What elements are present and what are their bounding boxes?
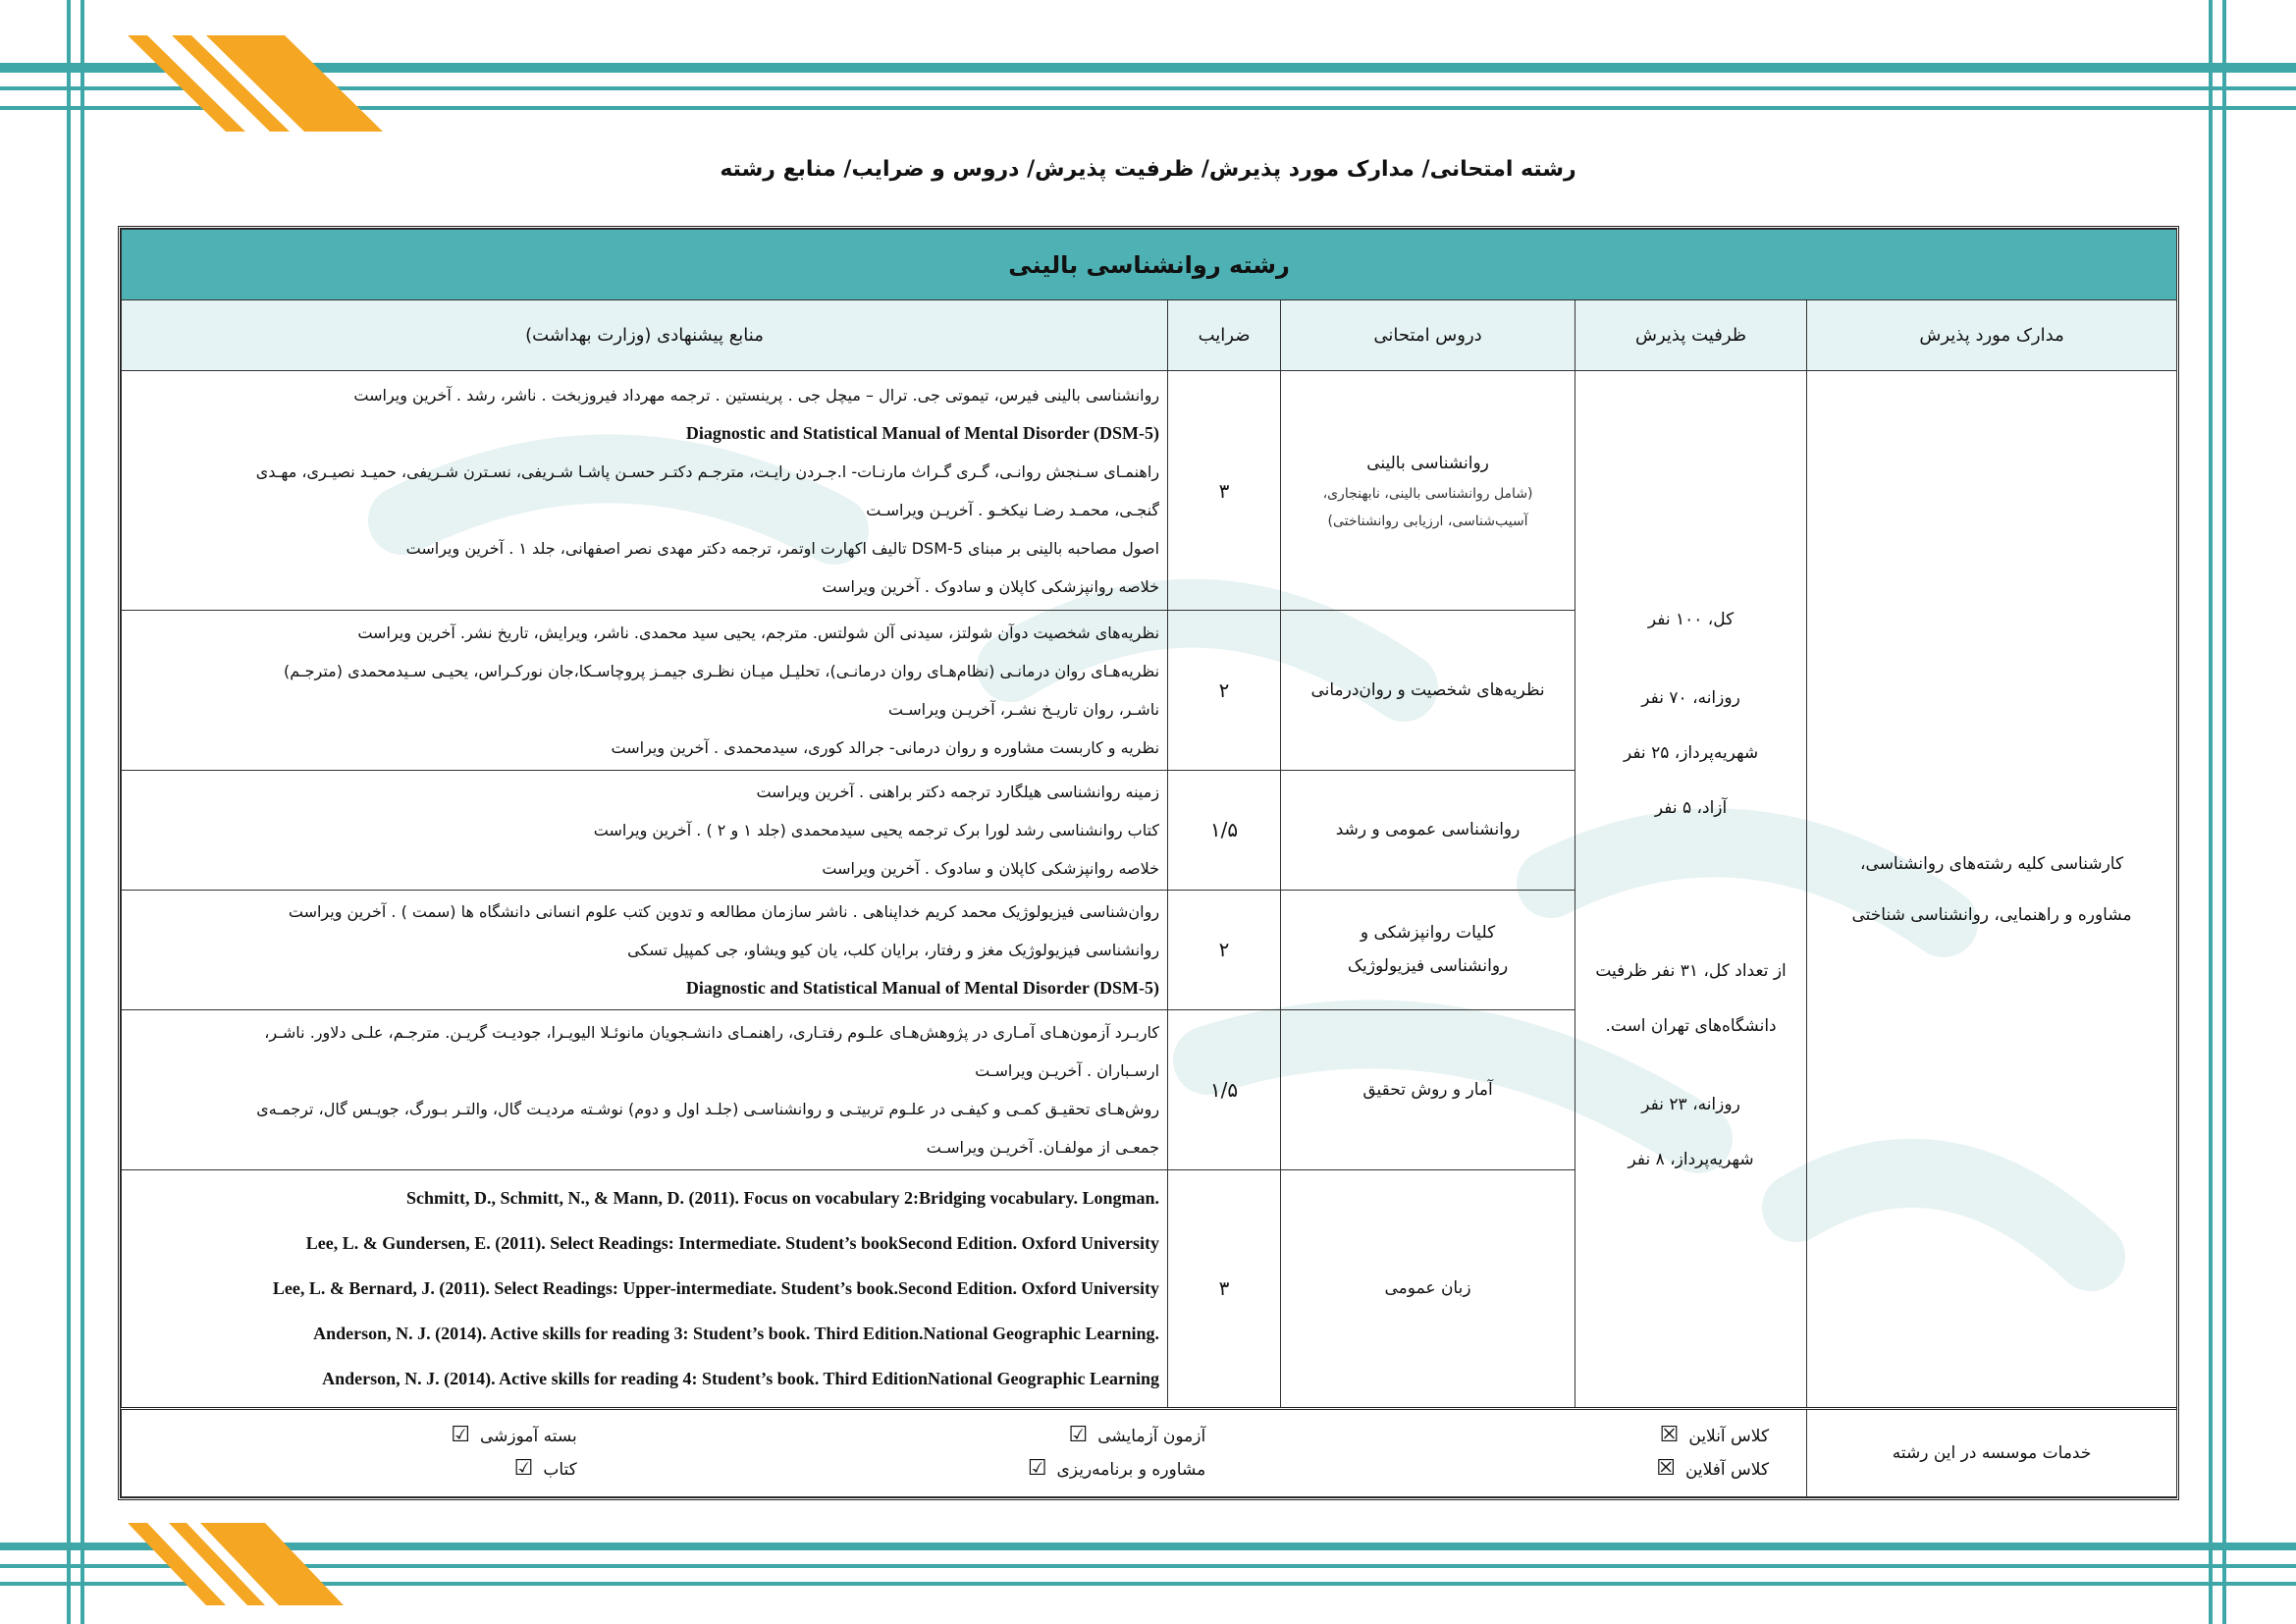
course-cell (1281, 371, 1575, 611)
sources-cell (122, 371, 1168, 611)
sources-cell (122, 1169, 1168, 1409)
service-label: کلاس آنلاین (1688, 1427, 1770, 1447)
source-item: نظریه و کاربست مشاوره و روان درمانی- جرالد کوری، سیدمحمدی . آخرین ویراست (611, 738, 1160, 758)
checked-box-icon: ☑ (1027, 1455, 1047, 1481)
service-label: کتاب (543, 1460, 577, 1481)
capacity-tehran-line-2: دانشگاه‌های تهران است. (1605, 1015, 1777, 1036)
course-name-line-2: روانشناسی فیزیولوژیک (1347, 956, 1509, 977)
capacity-daily: روزانه، ۷۰ نفر (1641, 687, 1740, 708)
capacity-total: کل، ۱۰۰ نفر (1647, 609, 1735, 629)
source-item: Lee, L. & Gundersen, E. (2011). Select Readings: Intermediate. Student’s bookSecond Edition. Oxford University (305, 1233, 1160, 1254)
capacity-free: آزاد، ۵ نفر (1654, 797, 1728, 818)
services-cell (122, 1409, 1807, 1497)
frame-line-left-inner (80, 0, 84, 1624)
service-mock-exam (1031, 1422, 1206, 1447)
frame-line-left-outer (67, 0, 71, 1624)
source-item: زمینه روانشناسی هیلگارد ترجمه دکتر براهنی . آخرین ویراست (756, 782, 1160, 801)
course-cell: نظریه‌های شخصیت و روان‌درمانی (1281, 611, 1575, 771)
source-item: راهنمـای سـنجش روانـی، گـری گـراث مارنـات- ا.جـردن رایـت، مترجـم دکتـر حسـن پاشـا شـریفی، نسـترن شـریفی، حمیـد نصیـری، مهـدی (255, 461, 1160, 481)
capacity-tehran-line-1: از تعداد کل، ۳۱ نفر ظرفیت (1595, 960, 1787, 981)
column-header-coefficient: ضرایب (1168, 300, 1281, 371)
unchecked-box-icon: ☒ (1659, 1422, 1680, 1447)
source-item: Diagnostic and Statistical Manual of Mental Disorder (DSM-5) (685, 977, 1160, 998)
source-item: کتاب روانشناسی رشد لورا برک ترجمه یحیی سیدمحمدی (جلد ۱ و ۲ ) . آخرین ویراست (593, 820, 1160, 839)
major-title: رشته روانشناسی بالینی (122, 230, 2177, 300)
admission-line-1: کارشناسی کلیه رشته‌های روانشناسی، (1860, 853, 2124, 874)
sources-cell (122, 611, 1168, 771)
source-item: خلاصه روانپزشکی کاپلان و سادوک . آخرین ویراست (822, 576, 1160, 596)
source-item: کاربـرد آزمون‌هـای آمـاری در پژوهش‌هـای علـوم رفتـاری، راهنمـای دانشـجویان مانوئـلا الیویـرا، جودیـت گریـن. مترجـم، علـی دلاور. ناشـر، (264, 1022, 1160, 1042)
source-item: اصول مصاحبه بالینی بر مبنای DSM-5 تالیف اکهارت اوتمر، ترجمه دکتر مهدی نصر اصفهانی، جلد ۱ . آخرین ویراست (405, 538, 1160, 558)
service-label: بسته آموزشی (480, 1427, 577, 1447)
source-item: ارسـباران . آخریـن ویراسـت (975, 1060, 1160, 1080)
course-cell (1281, 890, 1575, 1009)
source-item: Anderson, N. J. (2014). Active skills for reading 3: Student’s book. Third Edition.National Geographic Learning. (313, 1324, 1160, 1344)
coefficient-cell: ۳ (1168, 1169, 1281, 1409)
checked-box-icon: ☑ (1068, 1422, 1089, 1447)
checked-box-icon: ☑ (451, 1422, 470, 1447)
course-name: کلیات روانپزشکی و (1360, 923, 1496, 944)
source-item: جمعـی از مولفـان. آخریـن ویراسـت (926, 1137, 1160, 1157)
checked-box-icon: ☑ (513, 1455, 534, 1481)
course-subtitle-1: (شامل روانشناسی بالینی، نابهنجاری، (1322, 485, 1533, 502)
admission-cell (1807, 371, 2177, 1409)
page-title: رشته امتحانی/ مدارک مورد پذیرش/ ظرفیت پذیرش/ دروس و ضرایب/ منابع رشته (720, 157, 1576, 182)
source-item: ناشـر، روان تاریـخ نشـر، آخریـن ویراسـت (887, 700, 1160, 720)
source-item: Anderson, N. J. (2014). Active skills for reading 4: Student’s book. Third EditionNational Geographic Learning (322, 1369, 1160, 1389)
source-item: نظریه‌هـای روان درمانـی (نظام‌هـای روان درمانـی)، تحلیـل میـان نظـری جیمـز پروچاسـکا،جان نورکـراس، یحیـی سـیدمحمدی (مترجـم) (284, 662, 1160, 681)
column-header-courses: دروس امتحانی (1281, 300, 1575, 371)
service-online-class (1659, 1422, 1770, 1447)
course-name: روانشناسی بالینی (1366, 453, 1489, 473)
source-item: روانشناسی فیزیولوژیک مغز و رفتار، برایان کلب، یان کیو ویشاو، جی کمپیل تسکی (627, 940, 1160, 959)
sources-cell (122, 890, 1168, 1009)
column-header-admission: مدارک مورد پذیرش (1807, 300, 2177, 371)
sources-cell (122, 770, 1168, 890)
course-cell: آمار و روش تحقیق (1281, 1009, 1575, 1169)
program-table (118, 226, 2179, 1500)
source-item: Diagnostic and Statistical Manual of Mental Disorder (DSM-5) (685, 422, 1160, 443)
service-label: آزمون آزمایشی (1097, 1427, 1206, 1447)
coefficient-cell: ۲ (1168, 611, 1281, 771)
frame-line-right-outer (2222, 0, 2226, 1624)
capacity-cell (1575, 371, 1807, 1409)
service-book (454, 1455, 577, 1481)
source-item: گنجـی، محمـد رضـا نیکخـو . آخریـن ویراسـت (866, 500, 1160, 519)
source-item: روش‌هـای تحقیـق کمـی و کیفـی در علـوم تربیتـی و روانشناسـی (جلـد اول و دوم) نوشـته مردیـت گال، والتـر بـورگ، جویـس گال، ترجمـه‌ی (256, 1099, 1160, 1118)
sources-cell (122, 1009, 1168, 1169)
column-header-sources: منابع پیشنهادی (وزارت بهداشت) (122, 300, 1168, 371)
column-header-capacity: ظرفیت پذیرش (1575, 300, 1807, 371)
source-item: نظریه‌های شخصیت دوآن شولتز، سیدنی آلن شولتس. مترجم، یحیی سید محمدی. ناشر، ویرایش، تاریخ نشر. آخرین ویراست (357, 623, 1160, 643)
service-offline-class (1656, 1455, 1770, 1481)
source-item: خلاصه روانپزشکی کاپلان و سادوک . آخرین ویراست (822, 858, 1160, 878)
source-item: روان‌شناسی فیزیولوژیک محمد کریم خداپناهی . ناشر سازمان مطالعه و تدوین کتب علوم انسانی دانشگاه ها (سمت ) . آخرین ویراست (288, 901, 1160, 921)
source-item: Schmitt, D., Schmitt, N., & Mann, D. (2011). Focus on vocabulary 2:Bridging vocabulary. Longman. (406, 1188, 1160, 1209)
source-item: روانشناسی بالینی فیرس، تیموتی جی. ترال – میچل جی . پرینستین . ترجمه مهرداد فیروزبخت . ناشر، رشد . آخرین ویراست (353, 385, 1160, 405)
course-cell: زبان عمومی (1281, 1169, 1575, 1409)
capacity-tehran-tuition: شهریه‌پرداز، ۸ نفر (1628, 1149, 1754, 1169)
course-subtitle-2: آسیب‌شناسی، ارزیابی روانشناختی) (1327, 513, 1528, 529)
bottom-stripe-band (0, 1517, 2296, 1615)
course-cell: روانشناسی عمومی و رشد (1281, 770, 1575, 890)
service-counseling (1027, 1455, 1206, 1481)
service-study-package (451, 1422, 577, 1447)
unchecked-box-icon: ☒ (1656, 1455, 1676, 1481)
capacity-tuition: شهریه‌پرداز، ۲۵ نفر (1623, 742, 1759, 763)
top-stripe-band (0, 29, 2296, 137)
service-label: مشاوره و برنامه‌ریزی (1056, 1460, 1206, 1481)
source-item: Lee, L. & Bernard, J. (2011). Select Readings: Upper-intermediate. Student’s book.Second Edition. Oxford University (272, 1278, 1160, 1299)
service-label: کلاس آفلاین (1684, 1460, 1770, 1481)
frame-line-right-inner (2209, 0, 2213, 1624)
coefficient-cell: ۱/۵ (1168, 770, 1281, 890)
coefficient-cell: ۳ (1168, 371, 1281, 611)
coefficient-cell: ۱/۵ (1168, 1009, 1281, 1169)
coefficient-cell: ۲ (1168, 890, 1281, 1009)
capacity-tehran-daily: روزانه، ۲۳ نفر (1641, 1094, 1740, 1114)
admission-line-2: مشاوره و راهنمایی، روانشناسی شناختی (1851, 904, 2132, 925)
services-label: خدمات موسسه در این رشته (1807, 1409, 2177, 1497)
